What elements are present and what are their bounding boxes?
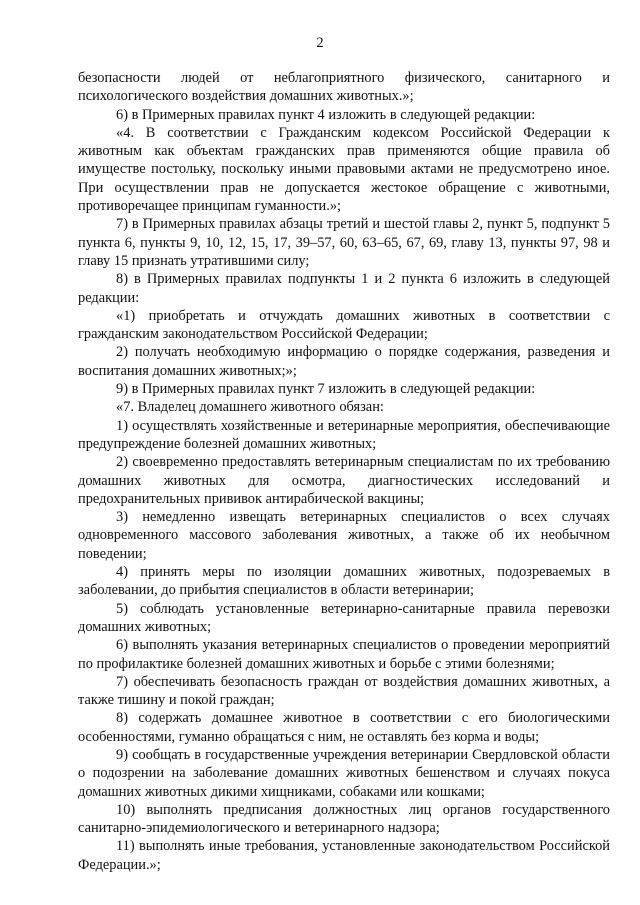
paragraph-continuation: безопасности людей от неблагоприятного физического, санитарного и психологического воздействия домашних животных.»; [78, 70, 610, 105]
paragraph-quote-point-7: «7. Владелец домашнего животного обязан: [116, 399, 384, 416]
paragraph-duty-2: 2) своевременно предоставлять ветеринарным специалистам по их требованию домашних животных для осмотра, диагностических исследований и предохранительных прививок антирабической вакцины; [78, 454, 610, 507]
paragraph-duty-11: 11) выполнять иные требования, установленные законодательством Российской Федерации.»; [78, 838, 610, 873]
paragraph-duty-10: 10) выполнять предписания должностных лиц органов государственного санитарно-эпидемиологического и ветеринарного надзора; [78, 801, 610, 837]
page-number: 2 [316, 35, 324, 51]
body-text [78, 69, 610, 874]
paragraph-duty-4: 4) принять меры по изоляции домашних животных, подозреваемых в заболевании, до прибытия специалистов в области ветеринарии; [78, 564, 610, 599]
paragraph-item-8: 8) в Примерных правилах подпункты 1 и 2 пункта 6 изложить в следующей редакции: [78, 271, 610, 306]
paragraph-duty-5: 5) соблюдать установленные ветеринарно-санитарные правила перевозки домашних животных; [78, 600, 610, 635]
paragraph-subitem-1: «1) приобретать и отчуждать домашних животных в соответствии с гражданским законодательством Российской Федерации; [78, 307, 610, 343]
paragraph-quote-point-4: «4. В соответствии с Гражданским кодексом Российской Федерации к животным как объектам гражданских прав применяются общие правила об имуществе постольку, поскольку иными правовыми актами не предусмотрено иное. При осуществлении прав не допускается жестокое обращение с животными, противоречащее принципам гуманности.»; [78, 124, 610, 215]
paragraph-duty-3: 3) немедленно извещать ветеринарных специалистов о всех случаях одновременного массового заболевания животных, а также об их необычном поведении; [78, 509, 610, 562]
paragraph-subitem-2: 2) получать необходимую информацию о порядке содержания, разведения и воспитания домашних животных;»; [78, 344, 610, 379]
paragraph-item-9: 9) в Примерных правилах пункт 7 изложить в следующей редакции: [116, 381, 536, 398]
paragraph-duty-1: 1) осуществлять хозяйственные и ветеринарные мероприятия, обеспечивающие предупреждение болезней домашних животных; [78, 417, 610, 452]
paragraph-item-6: 6) в Примерных правилах пункт 4 изложить в следующей редакции: [116, 106, 536, 123]
paragraph-duty-6: 6) выполнять указания ветеринарных специалистов о проведении мероприятий по профилактике болезней домашних животных и борьбе с этими болезнями; [78, 637, 610, 672]
paragraph-duty-7: 7) обеспечивать безопасность граждан от воздействия домашних животных, а также тишину и покой граждан; [78, 673, 610, 709]
paragraph-duty-9: 9) сообщать в государственные учреждения ветеринарии Свердловской области о подозрении на заболевание домашних животных бешенством и случаях покуса домашних животных дикими хищниками, собаками или кошками; [78, 746, 610, 800]
paragraph-duty-8: 8) содержать домашнее животное в соответствии с его биологическими особенностями, гуманно обращаться с ним, не оставлять без корма и воды; [78, 710, 610, 745]
paragraph-item-7: 7) в Примерных правилах абзацы третий и шестой главы 2, пункт 5, подпункт 5 пункта 6, пункты 9, 10, 12, 15, 17, 39–57, 60, 63–65, 67, 69, главу 13, пункты 97, 98 и главу 15 признать утратившими силу; [78, 216, 610, 269]
